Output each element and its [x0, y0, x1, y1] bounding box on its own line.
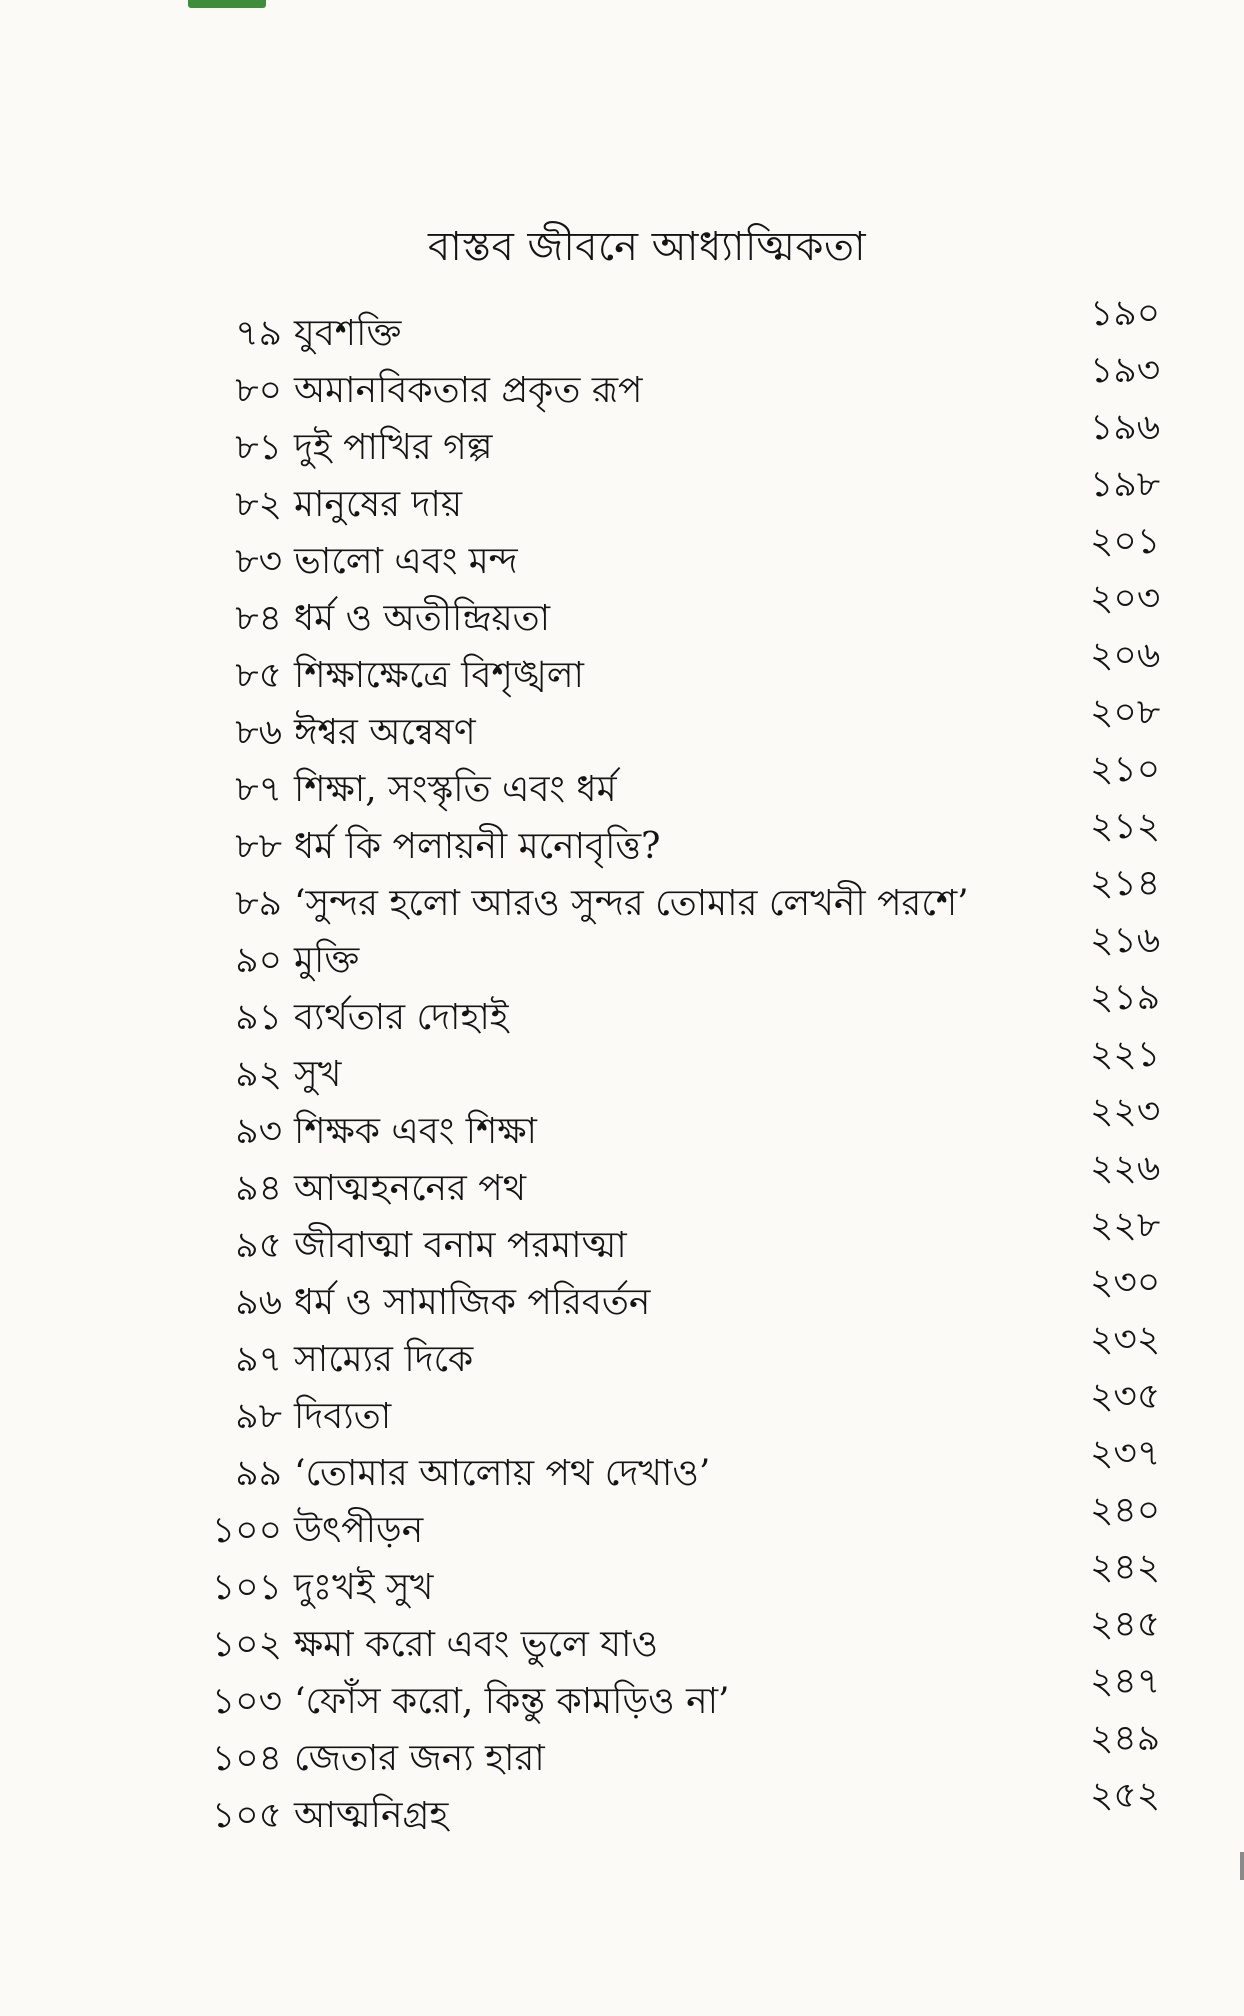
page-number: ২৩২: [1090, 1319, 1161, 1360]
toc-row: [210, 407, 1185, 476]
chapter-number: ৯২: [235, 1054, 282, 1095]
toc-row: [210, 863, 1185, 932]
chapter-number: ৯১: [235, 997, 282, 1038]
toc-row: [210, 521, 1185, 590]
chapter-title: ক্ষমা করো এবং ভুলে যাও: [294, 1624, 658, 1665]
chapter-title: দুঃখই সুখ: [294, 1567, 434, 1608]
chapter-title: সুখ: [294, 1054, 342, 1095]
chapter-title: সাম্যের দিকে: [294, 1339, 474, 1380]
toc-row: [210, 1661, 1185, 1730]
chapter-number: ৮০: [235, 370, 282, 411]
chapter-number: ১০৫: [211, 1795, 282, 1836]
page-number: ২২১: [1090, 1034, 1161, 1075]
toc-row: [210, 1775, 1185, 1844]
page-number: ২৩৭: [1090, 1433, 1161, 1474]
page-title: বাস্তব জীবনে আধ্যাত্মিকতা: [427, 224, 867, 270]
toc-row: [210, 1376, 1185, 1445]
toc-row: [210, 977, 1185, 1046]
page-number: ২৩৫: [1090, 1376, 1161, 1417]
page-number: ২৪৭: [1090, 1661, 1161, 1702]
table-of-contents: [210, 293, 1185, 1844]
toc-row: [210, 293, 1185, 362]
toc-row: [210, 1547, 1185, 1616]
chapter-number: ৯৭: [235, 1339, 282, 1380]
chapter-number: ৯৯: [235, 1453, 282, 1494]
chapter-number: ৮৫: [235, 655, 282, 696]
toc-row: [210, 1034, 1185, 1103]
chapter-title: ঈশ্বর অন্বেষণ: [294, 712, 476, 753]
page-number: ১৯৩: [1090, 350, 1161, 391]
green-tab-mark: [188, 0, 266, 8]
chapter-title: ধর্ম কি পলায়নী মনোবৃত্তি?: [294, 826, 661, 867]
page-number: ২২৬: [1090, 1148, 1161, 1189]
chapter-title: ‘ফোঁস করো, কিন্তু কামড়িও না’: [294, 1681, 730, 1722]
chapter-number: ৮৪: [235, 598, 282, 639]
chapter-title: জীবাত্মা বনাম পরমাত্মা: [294, 1225, 627, 1266]
page-number: ২৪২: [1090, 1547, 1161, 1588]
chapter-title: ব্যর্থতার দোহাই: [294, 997, 509, 1038]
page-number: ২৪৯: [1090, 1718, 1161, 1759]
page-edge-mark: [1240, 1852, 1244, 1880]
page-number: ২০১: [1090, 521, 1161, 562]
chapter-number: ১০৪: [211, 1738, 282, 1779]
chapter-title: ধর্ম ও অতীন্দ্রিয়তা: [294, 598, 551, 639]
chapter-number: ৮৬: [235, 712, 282, 753]
page-number: ১৯৬: [1090, 407, 1161, 448]
chapter-title: মানুষের দায়: [294, 484, 463, 525]
chapter-title: অমানবিকতার প্রকৃত রূপ: [294, 370, 643, 411]
page-number: ২০৮: [1090, 692, 1161, 733]
toc-row: [210, 1490, 1185, 1559]
page-number: ১৯৮: [1090, 464, 1161, 505]
chapter-number: ৮৭: [235, 769, 282, 810]
chapter-number: ৯৫: [235, 1225, 282, 1266]
toc-row: [210, 1148, 1185, 1217]
chapter-title: আত্মহননের পথ: [294, 1168, 527, 1209]
toc-row: [210, 1718, 1185, 1787]
toc-row: [210, 578, 1185, 647]
chapter-number: ৯০: [235, 940, 282, 981]
chapter-title: যুবশক্তি: [294, 313, 402, 354]
chapter-title: শিক্ষাক্ষেত্রে বিশৃঙ্খলা: [294, 655, 584, 696]
page-number: ২৪৫: [1090, 1604, 1161, 1645]
page-number: ২১৯: [1090, 977, 1161, 1018]
page-number: ২১৬: [1090, 920, 1161, 961]
page-number: ২২৮: [1090, 1205, 1161, 1246]
chapter-title: শিক্ষক এবং শিক্ষা: [294, 1111, 537, 1152]
chapter-number: ৯৩: [235, 1111, 282, 1152]
chapter-number: ৯৮: [235, 1396, 282, 1437]
page-number: ২৫২: [1090, 1775, 1161, 1816]
page-number: ২০৬: [1090, 635, 1161, 676]
chapter-number: ১০২: [211, 1624, 282, 1665]
chapter-number: ৮২: [235, 484, 282, 525]
chapter-title: ধর্ম ও সামাজিক পরিবর্তন: [294, 1282, 651, 1323]
page-number: ২১০: [1090, 749, 1161, 790]
chapter-number: ৯৬: [235, 1282, 282, 1323]
chapter-number: ৮৮: [235, 826, 282, 867]
toc-row: [210, 749, 1185, 818]
chapter-title: ‘সুন্দর হলো আরও সুন্দর তোমার লেখনী পরশে’: [294, 883, 969, 924]
chapter-title: আত্মনিগ্রহ: [294, 1795, 449, 1836]
toc-row: [210, 635, 1185, 704]
chapter-title: উৎপীড়ন: [294, 1510, 424, 1551]
toc-row: [210, 692, 1185, 761]
chapter-number: ১০৩: [211, 1681, 282, 1722]
chapter-number: ১০০: [211, 1510, 282, 1551]
toc-row: [210, 1205, 1185, 1274]
chapter-number: ৮৩: [235, 541, 282, 582]
page-number: ২০৩: [1090, 578, 1161, 619]
chapter-title: মুক্তি: [294, 940, 360, 981]
chapter-title: দিব্যতা: [294, 1396, 392, 1437]
toc-row: [210, 806, 1185, 875]
page-number: ১৯০: [1090, 293, 1161, 334]
chapter-title: ‘তোমার আলোয় পথ দেখাও’: [294, 1453, 711, 1494]
page-number: ২৩০: [1090, 1262, 1161, 1303]
toc-row: [210, 1604, 1185, 1673]
toc-row: [210, 464, 1185, 533]
chapter-number: ৭৯: [235, 313, 282, 354]
toc-row: [210, 1262, 1185, 1331]
page-number: ২৪০: [1090, 1490, 1161, 1531]
chapter-title: জেতার জন্য হারা: [294, 1738, 545, 1779]
chapter-title: দুই পাখির গল্প: [294, 427, 493, 468]
chapter-number: ৮৯: [235, 883, 282, 924]
toc-row: [210, 1319, 1185, 1388]
toc-row: [210, 1091, 1185, 1160]
toc-row: [210, 1433, 1185, 1502]
page-number: ২১৪: [1090, 863, 1161, 904]
page-number: ২২৩: [1090, 1091, 1161, 1132]
toc-row: [210, 920, 1185, 989]
chapter-number: ৯৪: [235, 1168, 282, 1209]
toc-row: [210, 350, 1185, 419]
chapter-number: ১০১: [211, 1567, 282, 1608]
page-number: ২১২: [1090, 806, 1161, 847]
chapter-title: শিক্ষা, সংস্কৃতি এবং ধর্ম: [294, 769, 617, 810]
chapter-number: ৮১: [235, 427, 282, 468]
chapter-title: ভালো এবং মন্দ: [294, 541, 518, 582]
